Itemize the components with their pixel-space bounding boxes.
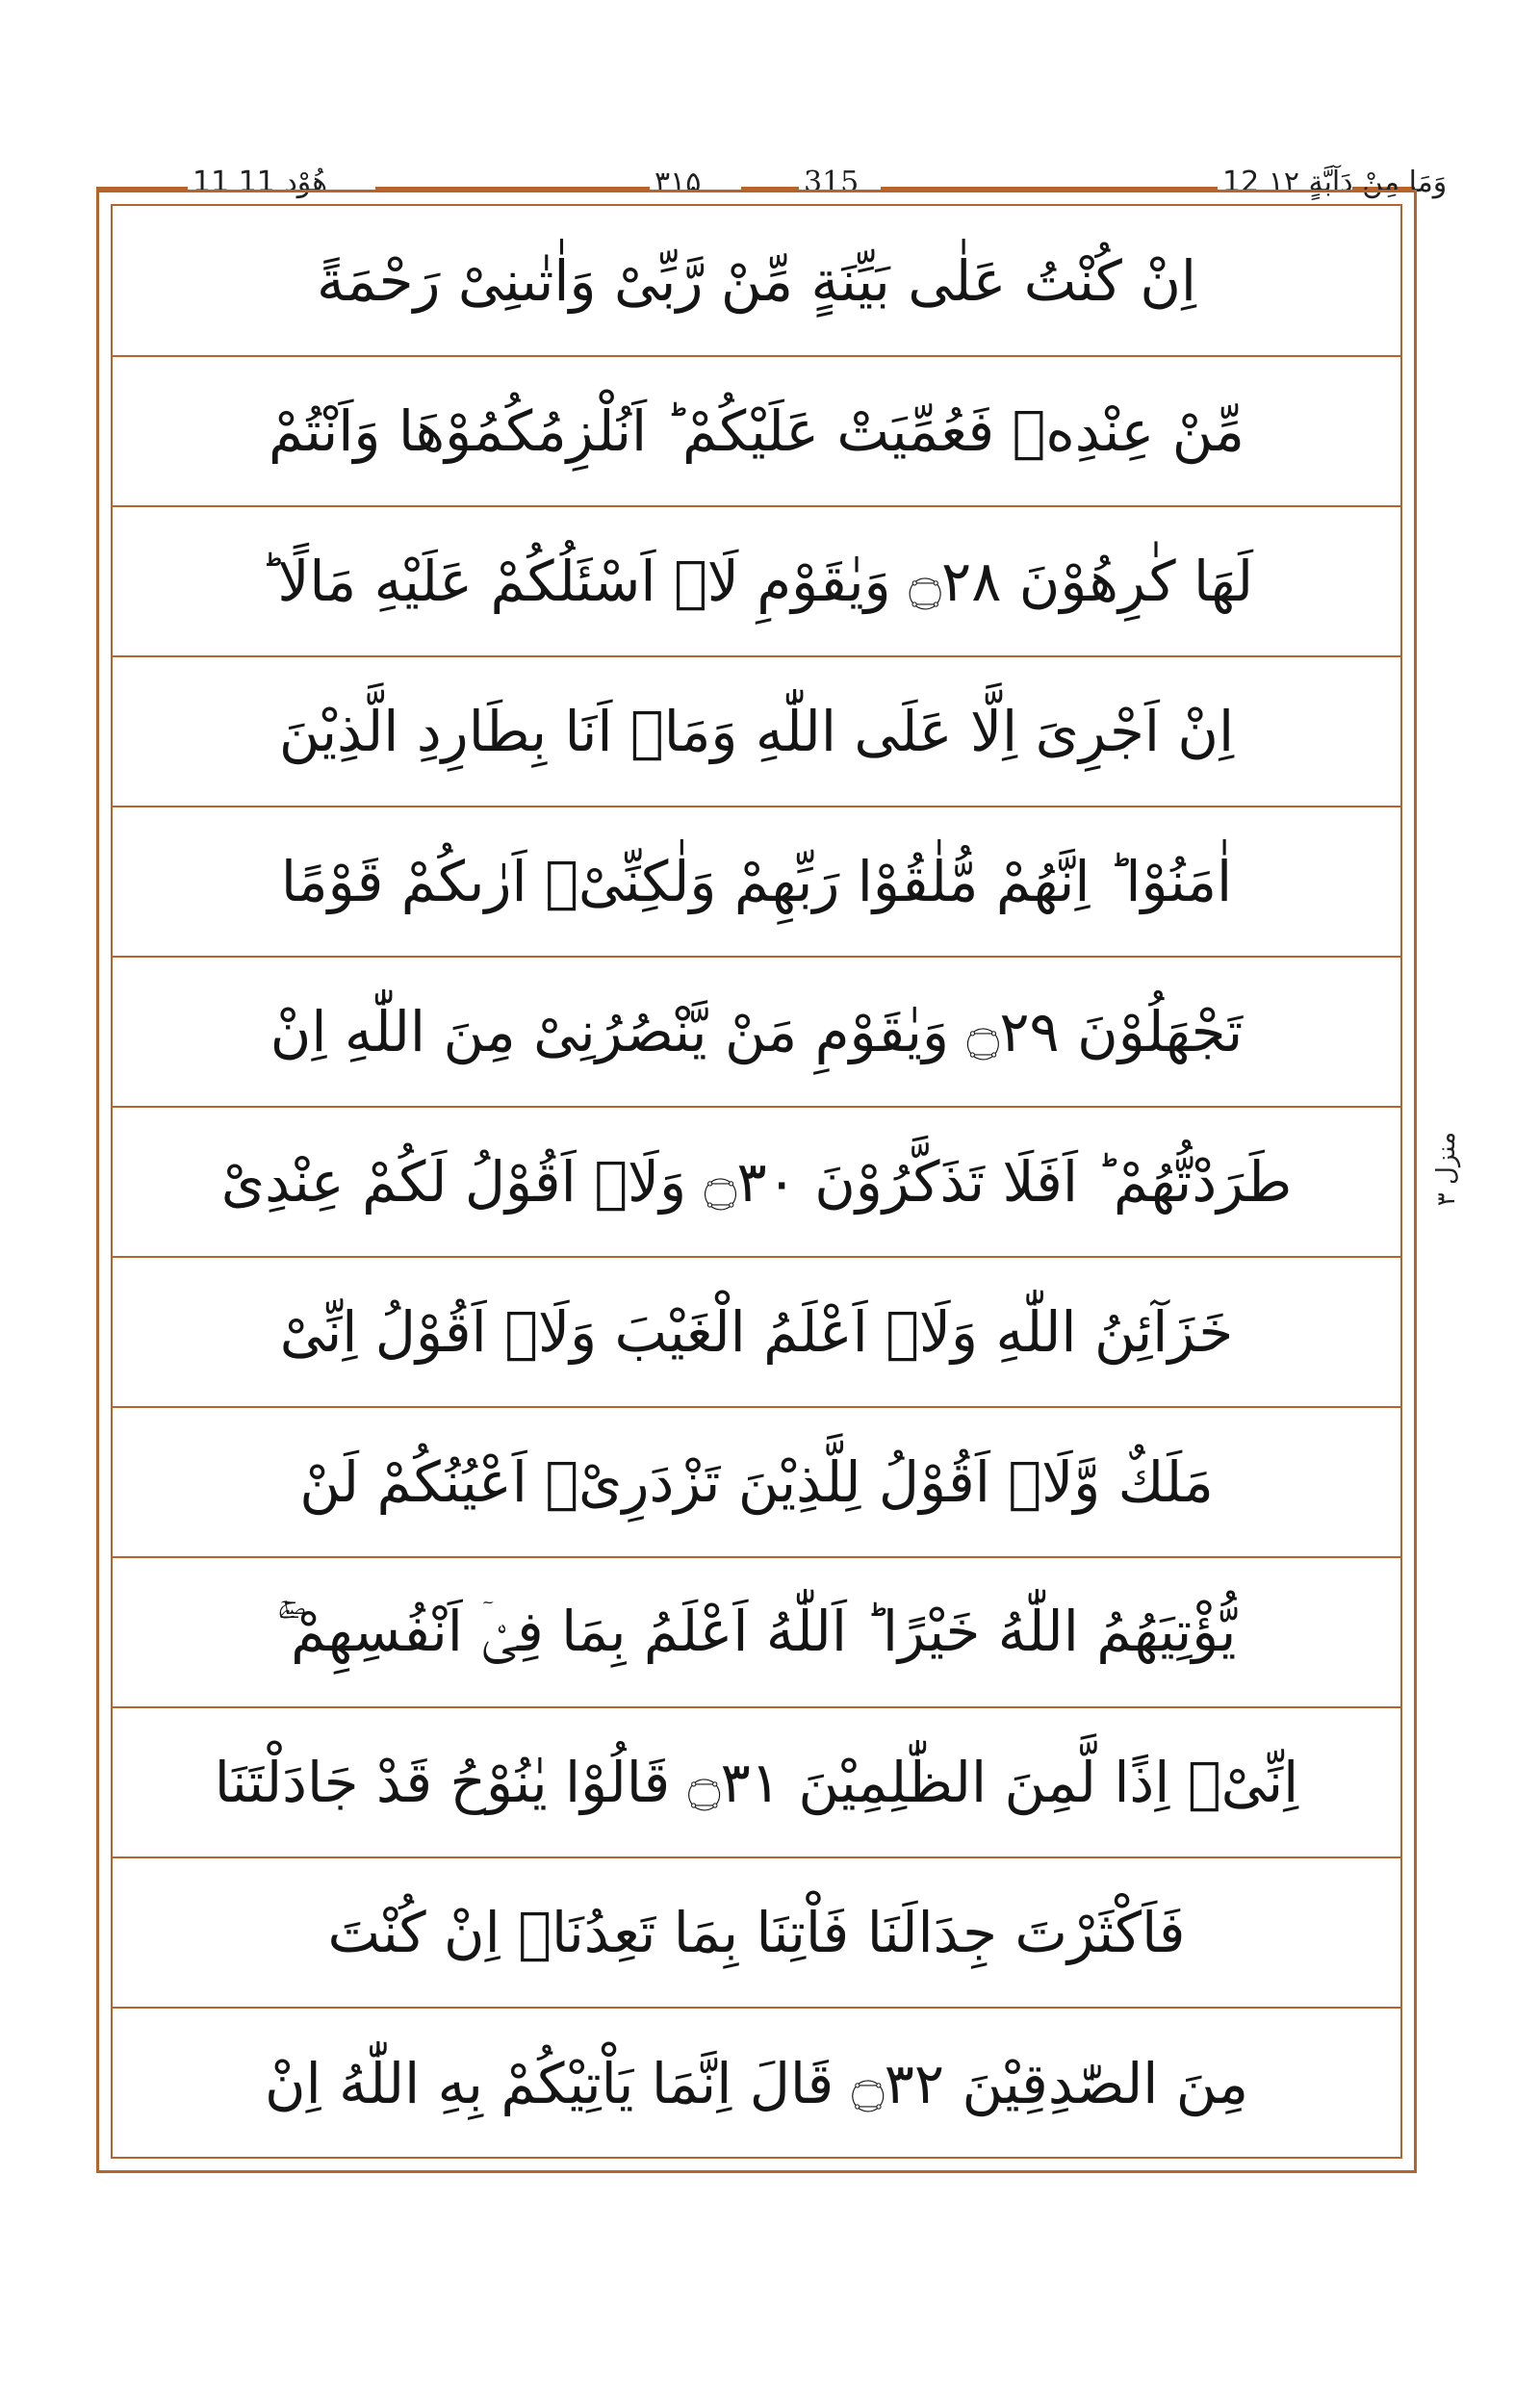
verse-text: مِّنْ عِنْدِهٖ فَعُمِّيَتْ عَلَيْكُمْ ؕ اَنُلْزِمُكُمُوْهَا وَاَنْتُمْ — [269, 397, 1245, 464]
para-label: 12 وَمَا مِنْ دَآبَّةٍ ۱۲ — [1222, 166, 1448, 199]
verse-line — [113, 806, 1400, 958]
verse-text: لَهَا كٰرِهُوْنَ ۝۲۸ وَيٰقَوْمِ لَاۤ اَسْئَلُكُمْ عَلَيْهِ مَالًا ؕ — [259, 548, 1254, 614]
verse-text: اٰمَنُوْا ؕ اِنَّهُمْ مُّلٰقُوْا رَبِّهِمْ وَلٰكِنِّىْۤ اَرٰىكُمْ قَوْمًا — [280, 848, 1233, 914]
page-number: 315 — [804, 166, 860, 199]
verse-line — [113, 1257, 1400, 1408]
verse-line — [113, 1107, 1400, 1258]
verse-text: اِنْ اَجْرِىَ اِلَّا عَلَى اللّٰهِ وَمَاۤ اَنَا بِطَارِدِ الَّذِيْنَ — [278, 698, 1235, 764]
surah-label: 11 هُوْد 11 — [192, 166, 328, 199]
verse-text: مَلَكٌ وَّلَاۤ اَقُوْلُ لِلَّذِيْنَ تَزْدَرِىْۤ اَعْيُنُكُمْ لَنْ — [299, 1448, 1214, 1515]
manzil-marker — [1423, 1107, 1471, 1232]
verse-line — [113, 1707, 1400, 1858]
verse-text: خَزَآئِنُ اللّٰهِ وَلَاۤ اَعْلَمُ الْغَيْبَ وَلَاۤ اَقُوْلُ اِنِّىْ — [279, 1298, 1234, 1365]
verse-lines — [113, 206, 1400, 2157]
verse-text: طَرَدْتُّهُمْ ؕ اَفَلَا تَذَكَّرُوْنَ ۝۳۰ وَلَاۤ اَقُوْلُ لَكُمْ عِنْدِىْ — [220, 1148, 1293, 1215]
verse-line — [113, 656, 1400, 807]
verse-line — [113, 1557, 1400, 1708]
verse-text: يُّؤْتِيَهُمُ اللّٰهُ خَيْرًا ؕ اَللّٰهُ اَعْلَمُ بِمَا فِىْۤ اَنْفُسِهِمْ ۚۖ — [276, 1599, 1237, 1664]
verse-text: اِنِّىْۤ اِذًا لَّمِنَ الظّٰلِمِيْنَ ۝۳۱ قَالُوْا يٰنُوْحُ قَدْ جَادَلْتَنَا — [214, 1749, 1299, 1815]
verse-line — [113, 356, 1400, 507]
verse-line — [113, 2008, 1400, 2159]
verse-text: تَجْهَلُوْنَ ۝۲۹ وَيٰقَوْمِ مَنْ يَّنْصُرُنِىْ مِنَ اللّٰهِ اِنْ — [270, 998, 1244, 1064]
page-number-arabic: ۳۱۵ — [654, 166, 702, 199]
verse-text: فَاَكْثَرْتَ جِدَالَنَا فَاْتِنَا بِمَا تَعِدُنَاۤ اِنْ كُنْتَ — [327, 1899, 1186, 1965]
verse-text: مِنَ الصّٰدِقِيْنَ ۝۳۲ قَالَ اِنَّمَا يَاْتِيْكُمْ بِهِ اللّٰهُ اِنْ — [264, 2050, 1249, 2116]
verse-line — [113, 506, 1400, 657]
verse-text: اِنْ كُنْتُ عَلٰى بَيِّنَةٍ مِّنْ رَّبِّىْ وَاٰتٰىنِىْ رَحْمَةً — [316, 247, 1197, 314]
manzil-label: منزل ۳ — [1432, 1132, 1461, 1207]
verse-line — [113, 1857, 1400, 2009]
verse-line — [113, 206, 1400, 357]
verse-line — [113, 957, 1400, 1108]
verse-line — [113, 1407, 1400, 1558]
